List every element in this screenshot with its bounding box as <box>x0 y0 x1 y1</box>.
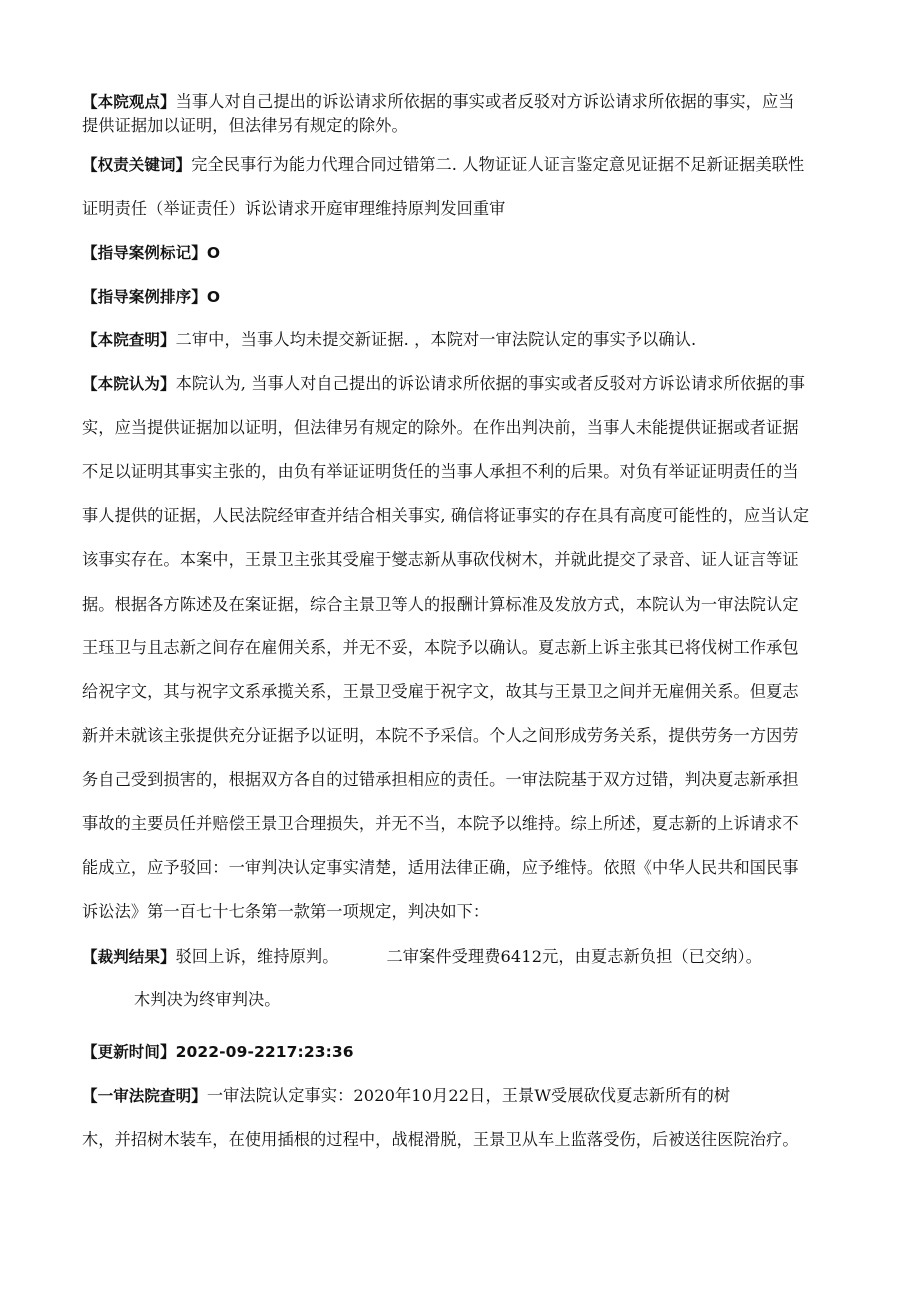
first-instance-text-1: 一审法院认定事实：2020年10月22日，王景W受展砍伐夏志新所有的树 <box>206 1086 731 1105</box>
court-opinion-text: 实，应当提供证据加以证明，但法律另有规定的除外。在作出判决前，当事人未能提供证据或者证据 <box>82 418 799 437</box>
guide-order-label: 【指导案例排序】 <box>82 288 207 306</box>
viewpoint-line-1 <box>82 91 795 113</box>
judgment-part-2: 二审案件受理费6412元，由夏志新负担（已交纳）。 <box>386 947 763 966</box>
judgment-line <box>82 946 762 968</box>
court-opinion-text: 新并未就该主张提供充分证据予以证明，本院不予采信。个人之间形成劳务关系，提供劳务一方因劳 <box>82 726 799 745</box>
update-time-line <box>82 1041 354 1063</box>
judgment-final-line <box>134 989 281 1011</box>
court-finding-text: 二审中，当事人均未提交新证据. ，本院对一审法院认定的事实予以确认. <box>175 330 697 349</box>
court-opinion-line-2 <box>82 417 799 439</box>
court-opinion-text: 事人提供的证据，人民法院经审查并结合相关事实, 确信将证事实的存在具有高度可能性的，应当认定 <box>82 506 810 525</box>
judgment-part-1: 驳回上诉，维持原判。 <box>175 947 339 966</box>
viewpoint-text-2: 提供证据加以证明，但法律另有规定的除外。 <box>82 116 408 135</box>
court-opinion-line-3 <box>82 461 799 483</box>
court-opinion-text: 诉讼法》第一百七十七条第一款第一项规定，判决如下： <box>82 902 490 921</box>
court-opinion-line-11 <box>82 813 799 835</box>
guide-mark-value: O <box>206 244 221 262</box>
court-opinion-text: 王珏卫与且志新之间存在雇佣关系，并无不妥，本院予以确认。夏志新上诉主张其已将伐树工作承包 <box>82 638 799 657</box>
court-opinion-text: 给祝字文，其与祝字文系承揽关系，王景卫受雇于祝字文，故其与王景卫之间并无雇佣关系。但夏志 <box>82 682 799 701</box>
judgment-final: 木判决为终审判决。 <box>134 990 281 1009</box>
court-opinion-text: 能成立，应予驳回：一审判决认定事实清楚，适用法律正确，应予维恃。依照《中华人民共和国民事 <box>82 858 799 877</box>
court-opinion-line-10 <box>82 769 799 791</box>
court-opinion-line-4 <box>82 505 809 527</box>
first-instance-label: 【一审法院查明】 <box>82 1087 207 1105</box>
court-finding-label: 【本院查明】 <box>82 331 176 349</box>
court-opinion-text: 该事实存在。本案中，王景卫主张其受雇于燮志新从事砍伐树木，并就此提交了录音、证人证言等证 <box>82 550 799 569</box>
court-opinion-line-1 <box>82 373 805 395</box>
viewpoint-line-2 <box>82 115 408 137</box>
court-opinion-line-12 <box>82 857 799 879</box>
viewpoint-label: 【本院观点】 <box>82 93 176 111</box>
court-opinion-line-5 <box>82 549 799 571</box>
keywords-line-2 <box>82 198 505 220</box>
court-opinion-text: 不足以证明其事实主张的，由负有举证证明货任的当事人承担不利的后果。对负有举证证明责任的当 <box>82 462 799 481</box>
court-opinion-line-8 <box>82 681 799 703</box>
guide-order-line <box>82 286 220 308</box>
guide-mark-label: 【指导案例标记】 <box>82 244 207 262</box>
court-opinion-text: 据。根据各方陈述及在案证据，综合主景卫等人的报酬计算标准及发放方式，本院认为一审法院认定 <box>82 595 799 614</box>
viewpoint-text-1: 当事人对自己提出的诉讼请求所依据的事实或者反驳对方诉讼请求所依据的事实，应当 <box>175 92 795 111</box>
court-opinion-text: 本院认为, 当事人对自己提出的诉讼请求所依据的事实或者反驳对方诉讼请求所依据的事 <box>175 374 806 393</box>
court-opinion-label: 【本院认为】 <box>82 375 176 393</box>
judgment-label: 【裁判结果】 <box>82 948 176 966</box>
update-time-label: 【更新时间】 <box>82 1043 176 1061</box>
court-opinion-text: 事故的主要员任并赔偿王景卫合理损失，并无不当，本院予以维持。综上所述，夏志新的上诉请求不 <box>82 814 799 833</box>
keywords-line-1 <box>82 154 804 176</box>
keywords-label: 【权责关键词】 <box>82 156 192 174</box>
court-opinion-line-9 <box>82 725 799 747</box>
court-opinion-text: 务自己受到损害的，根据双方各自的过错承担相应的责任。一审法院基于双方过错，判决夏志新承担 <box>82 770 799 789</box>
court-finding-line <box>82 329 696 351</box>
first-instance-text-2: 木，并招树木装车，在使用插根的过程中，战棍滑脱，王景卫从车上监落受伤，后被送往医院治疗。 <box>82 1130 799 1149</box>
court-opinion-line-6 <box>82 594 799 616</box>
first-instance-line-2 <box>82 1129 799 1151</box>
guide-mark-line <box>82 242 220 264</box>
court-opinion-line-13 <box>82 901 489 923</box>
keywords-text-1: 完全民事行为能力代理合同过错第二. 人物证证人证言鉴定意见证据不足新证据美联性 <box>191 155 805 174</box>
court-opinion-line-7 <box>82 637 799 659</box>
update-time-value: 2022-09-2217:23:36 <box>175 1043 354 1061</box>
first-instance-line-1 <box>82 1085 730 1107</box>
guide-order-value: O <box>206 288 221 306</box>
keywords-text-2: 证明责任（举证责任）诉讼请求开庭审理维持原判发回重审 <box>82 199 506 218</box>
